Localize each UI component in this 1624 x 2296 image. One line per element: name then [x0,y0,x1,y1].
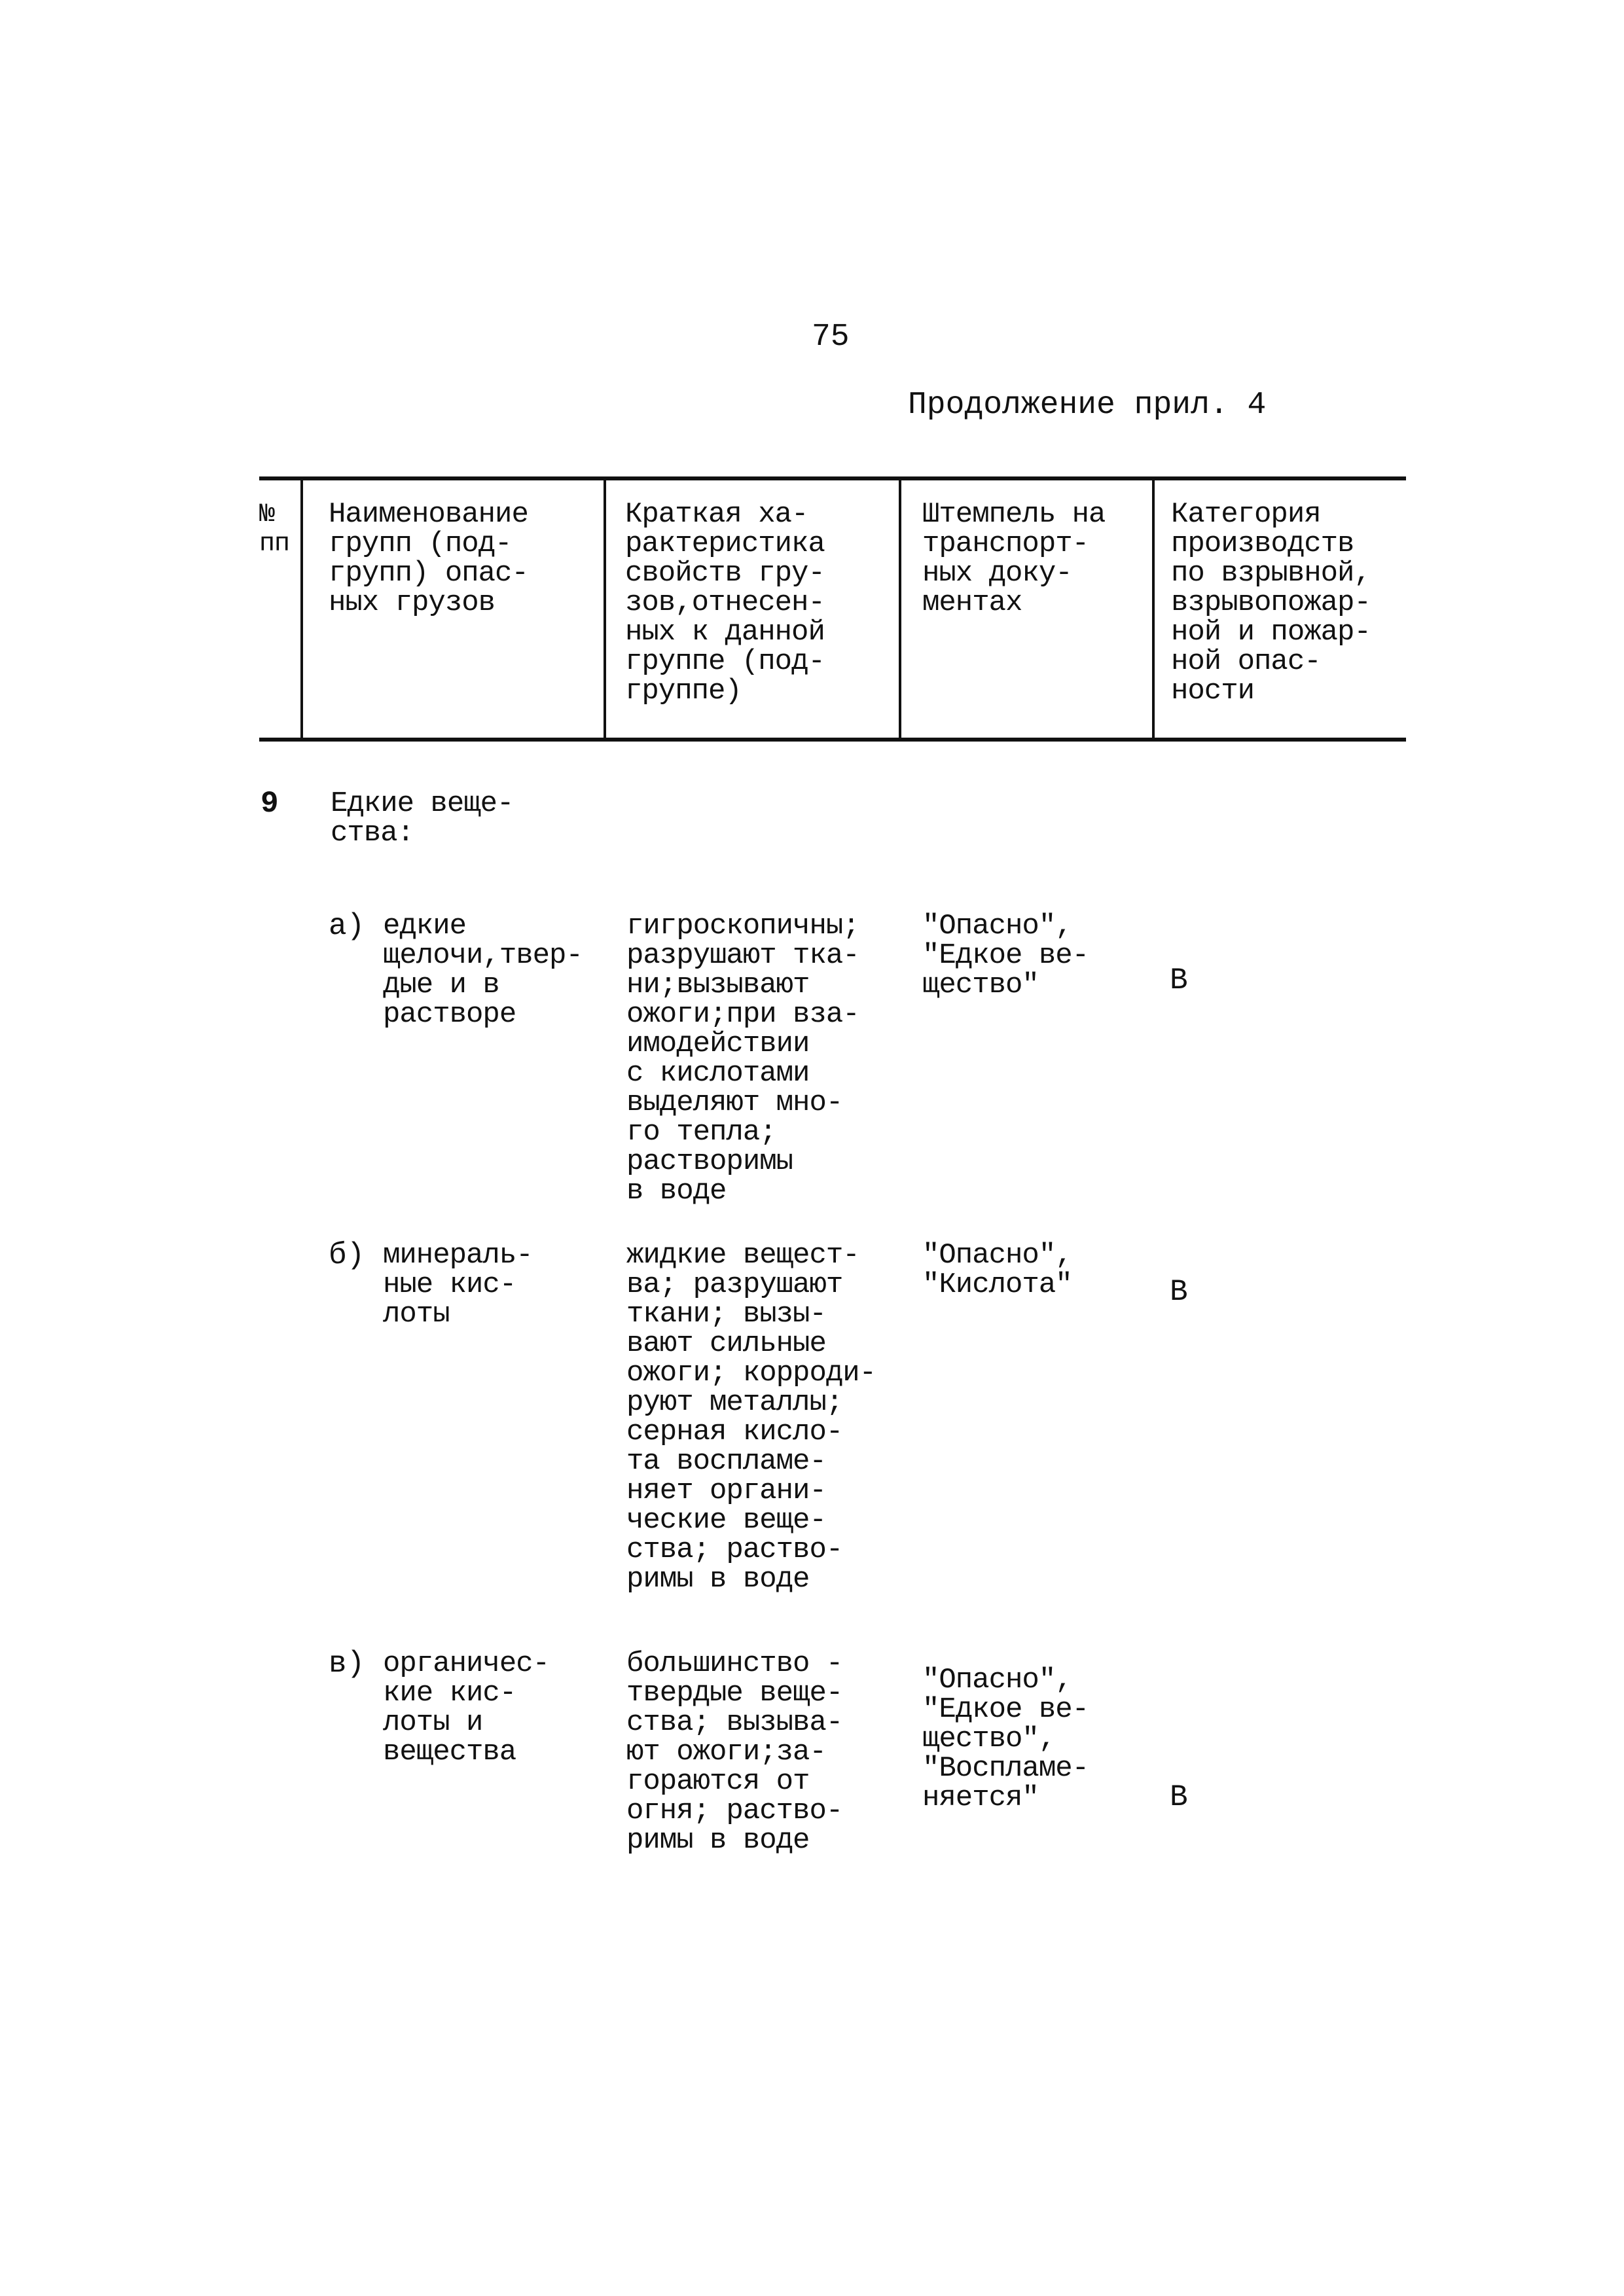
row-a-description: гигроскопичны; разрушают тка- ни;вызывают ожоги;при вза- имодействии с кислотами выделяют мно- го тепла; растворимы в воде [626,910,859,1208]
table-top-rule [259,476,1406,480]
row-a-name: едкие щелочи,твер- дые и в растворе [383,910,583,1031]
row-a-letter: а) [329,909,365,943]
row-b-description: жидкие вещест- ва; разрушают ткани; вызы- вают сильные ожоги; корроди- руют металлы; серная кисло- та воспламе- няет органи- ческие веще- ства; раство- римы в воде [626,1239,876,1596]
row-c-name: органичес- кие кис- лоты и вещества [383,1647,550,1768]
row-b-stamp: "Опасно", "Кислота" [922,1239,1072,1301]
row-b-name: минераль- ные кис- лоты [383,1239,533,1331]
column-divider-3 [899,478,901,740]
group-name: Едкие веще- ства: [331,787,514,850]
header-stamp: Штемпель на транспорт- ных доку- ментах [922,498,1106,619]
row-c-stamp: "Опасно", "Едкое ве- щество", "Воспламе- няется" [922,1664,1089,1814]
page-number: 75 [812,319,850,355]
row-a-stamp: "Опасно", "Едкое ве- щество" [922,910,1089,1001]
group-number: 9 [261,787,279,821]
header-number: № пп [259,500,290,559]
row-b-category: В [1170,1275,1188,1309]
row-c-letter: в) [329,1647,365,1681]
row-c-description: большинство - твердые веще- ства; вызыва- ют ожоги;за- гораются от огня; раство- римы в воде [626,1647,843,1857]
row-a-category: В [1170,963,1188,997]
continuation-label: Продолжение прил. 4 [908,387,1267,423]
column-divider-4 [1152,478,1155,740]
header-description: Краткая ха- рактеристика свойств гру- зов,отнесен- ных к данной группе (под- группе) [625,498,825,708]
row-b-letter: б) [329,1238,365,1272]
table-header-bottom-rule [259,738,1406,742]
column-divider-1 [300,478,303,740]
header-group-name: Наименование групп (под- групп) опас- ных грузов [329,498,528,619]
header-category: Категория производств по взрывной, взрывопожар- ной и пожар- ной опас- ности [1171,498,1371,708]
row-c-category: В [1170,1780,1188,1814]
column-divider-2 [604,478,606,740]
